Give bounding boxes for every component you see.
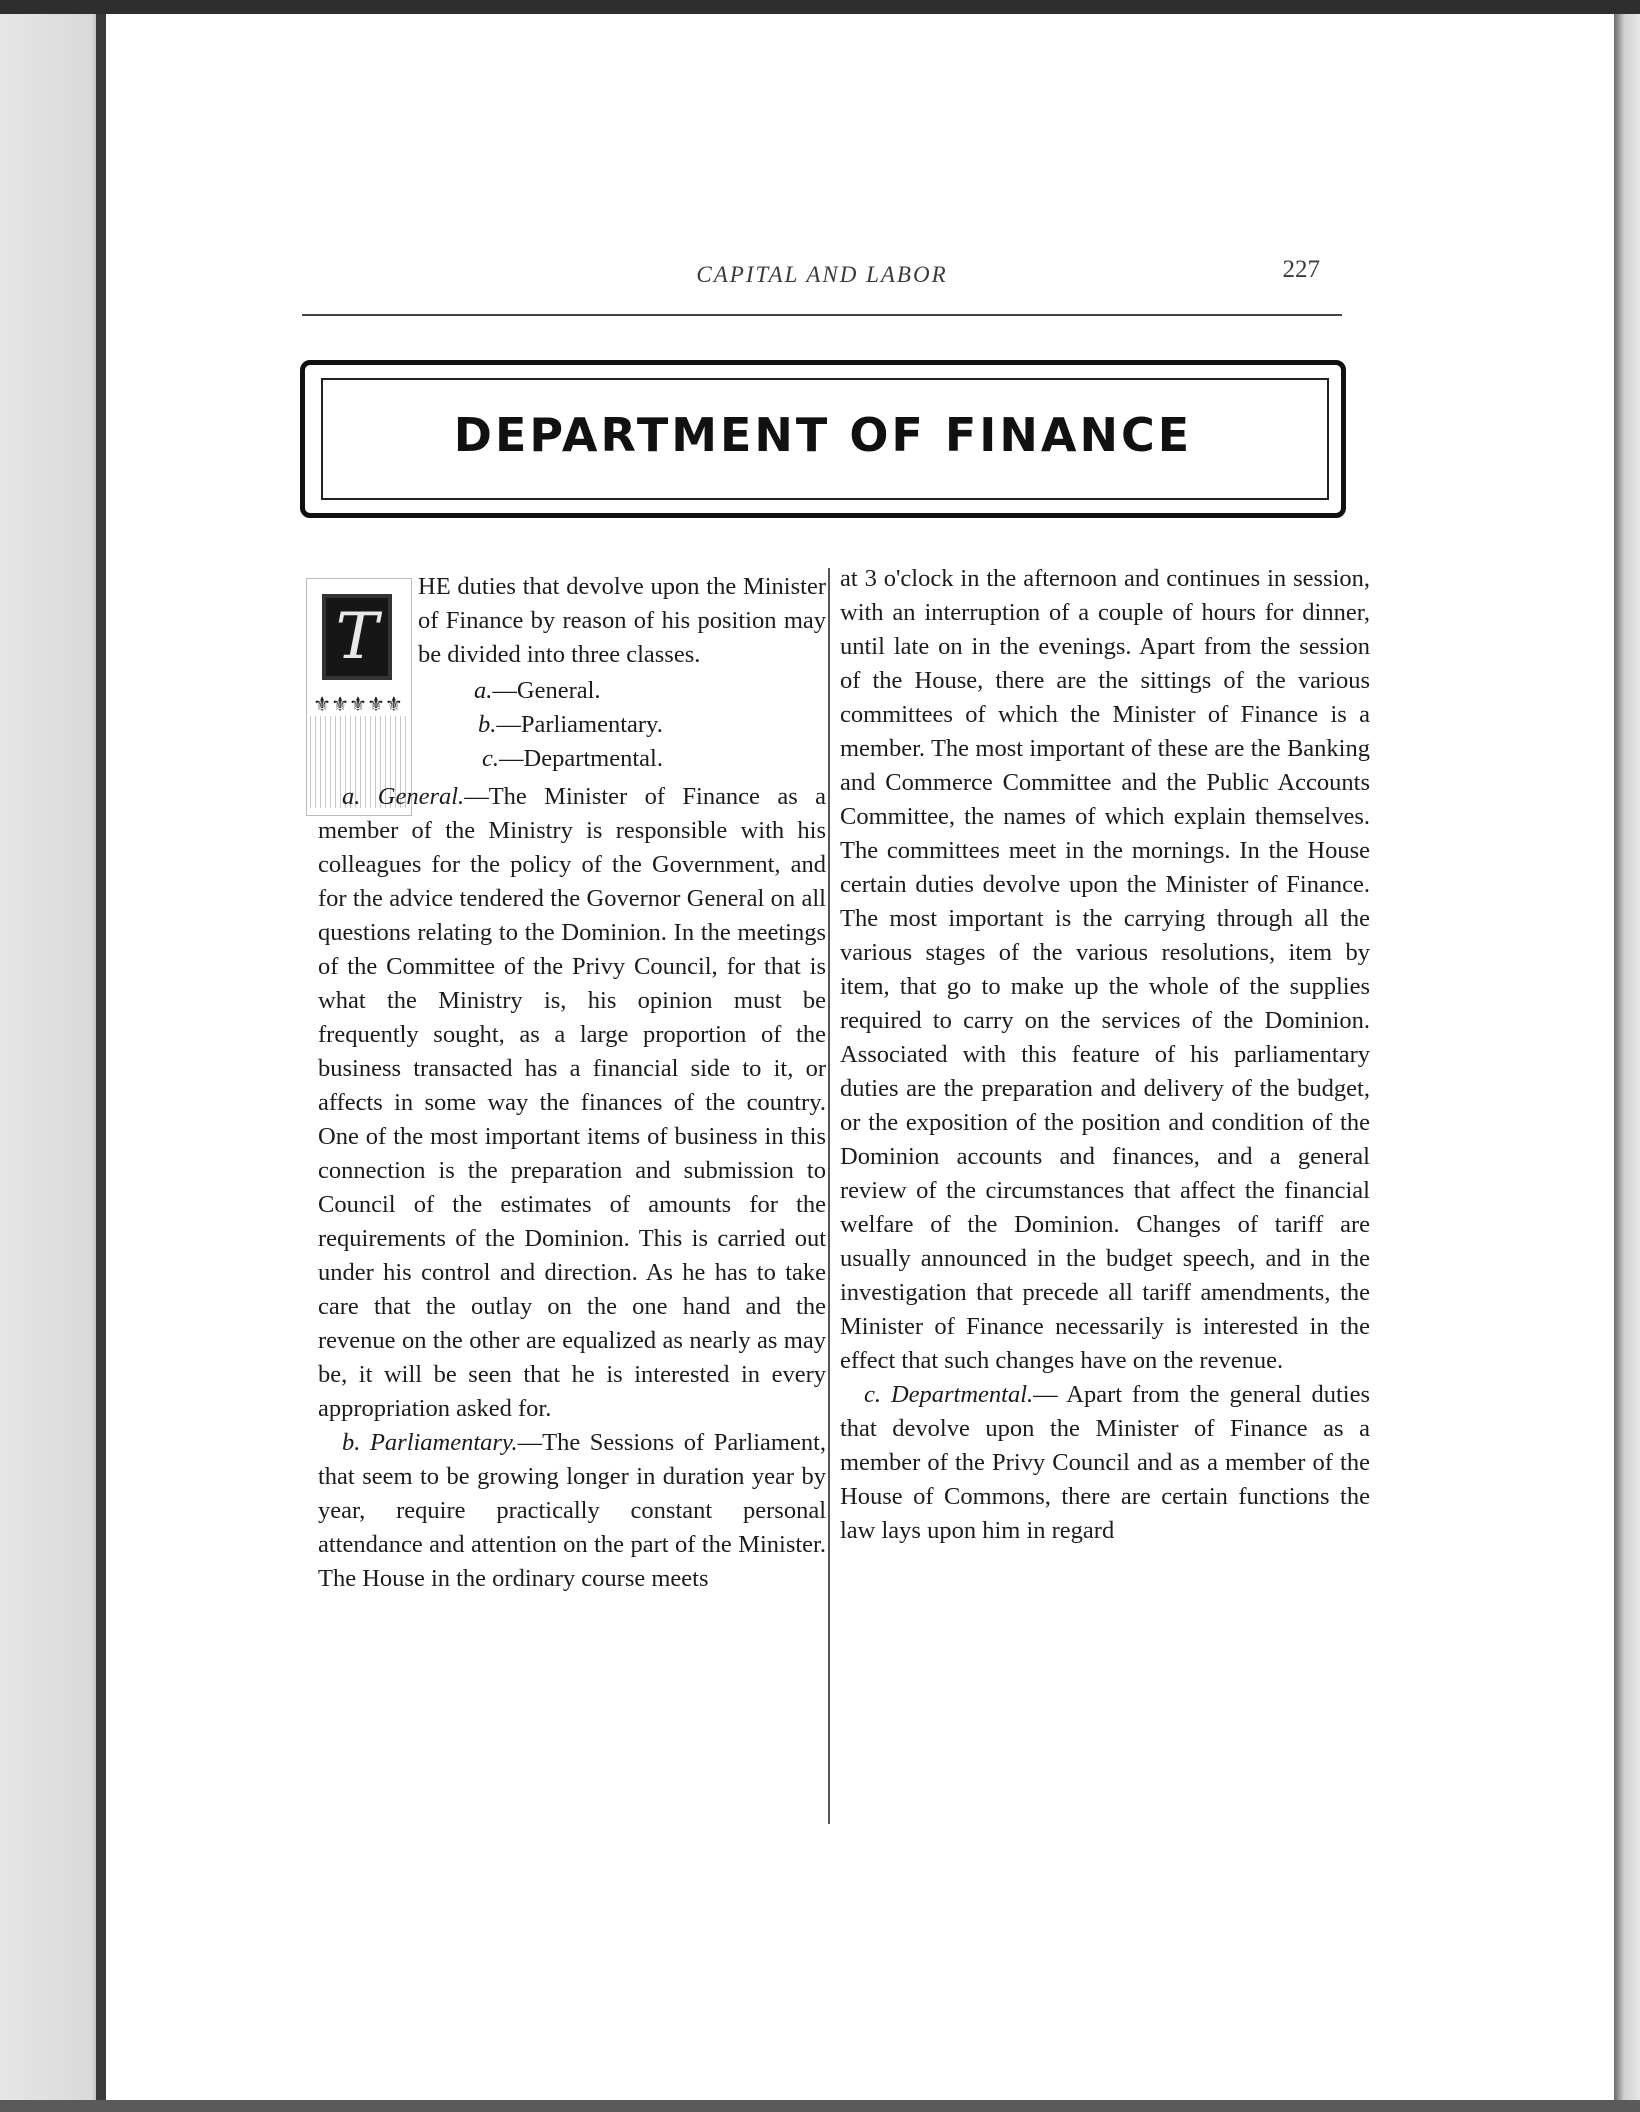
running-head [302, 256, 1342, 296]
parliamentary-paragraph: b. Parliamentary.—The Sessions of Parliament, that seem to be growing longer in duration year by year, require practically constant personal attendance and attention on the part of the Minister. The House in the ordinary course meets [318, 1429, 827, 1592]
continuation-paragraph: at 3 o'clock in the afternoon and continues in session, with an interruption of a couple of hours for dinner, until late on in the evenings. Apart from the session of the House, there are the sittings of the various committees of which the Minister of Finance is a member. The most important of these are the Banking and Commerce Committee and the Public Accounts Committee, the names of which explain themselves. The committees meet in the mornings. In the House certain duties devolve upon the Minister of Finance. The most important is the carrying through all the various stages of the various resolutions, item by item, that go to make up the whole of the supplies required to carry on the services of the Dominion. Associated with this feature of his parliamentary duties are the preparation and delivery of the budget, or the exposition of the position and condition of the Dominion accounts and finances, and a general review of the circumstances that affect the financial welfare of the Dominion. Changes of tariff are usually announced in the budget speech, and in the investigation that precede all tariff amendments, the Minister of Finance necessarily is interested in the effect that such changes have on the revenue. [840, 565, 1370, 1374]
facing-page-edge [0, 14, 100, 2112]
page-number: 227 [1282, 256, 1320, 283]
class-item: c.—Departmental. [482, 745, 663, 772]
parliamentary-heading: b. Parliamentary. [342, 1429, 518, 1456]
column-rule [828, 568, 830, 1824]
right-column [840, 562, 1370, 1548]
classes-list [474, 674, 826, 776]
class-item: b.—Parliamentary. [478, 711, 663, 738]
page-gutter-shadow [96, 14, 106, 2112]
departmental-paragraph: c. Departmental.— Apart from the general duties that devolve upon the Minister of Finance as a member of the Privy Council and as a member of the House of Commons, there are certain functions the law lays upon him in regard [840, 1381, 1370, 1544]
general-heading: a. General. [342, 783, 465, 810]
left-column [318, 570, 826, 1596]
scan-bottom-border [0, 2100, 1640, 2112]
class-item: a.—General. [474, 677, 601, 704]
scan-top-border [0, 0, 1640, 14]
page-right-edge [1614, 14, 1640, 2112]
drop-cap-letter: T [335, 600, 379, 674]
section-title: DEPARTMENT OF FINANCE [453, 408, 1193, 462]
general-paragraph: a. General.—The Minister of Finance as a member of the Ministry is responsible with his colleagues for the policy of the Government, and for the advice tendered the Governor General on all questions relating to the Dominion. In the meetings of the Committee of the Privy Council, for that is what the Ministry is, his opinion must be frequently sought, as a large proportion of the business transacted has a financial side to it, or affects in some way the finances of the country. One of the most important items of business in this connection is the preparation and submission to Council of the estimates of amounts for the requirements of the Dominion. This is carried out under his control and direction. As he has to take care that the outlay on the one hand and the revenue on the other are equalized as nearly as may be, it will be seen that he is interested in every appropriation asked for. [318, 783, 826, 1422]
running-title: CAPITAL AND LABOR [696, 262, 948, 287]
fleur-ornament-icon: ⚜⚜⚜⚜⚜ [313, 694, 403, 716]
intro-paragraph: HE duties that devolve upon the Minister of Finance by reason of his position may be divided into three classes. [418, 573, 826, 668]
header-rule [302, 314, 1342, 316]
departmental-heading: c. Departmental. [864, 1381, 1034, 1408]
section-title-frame [300, 360, 1346, 518]
